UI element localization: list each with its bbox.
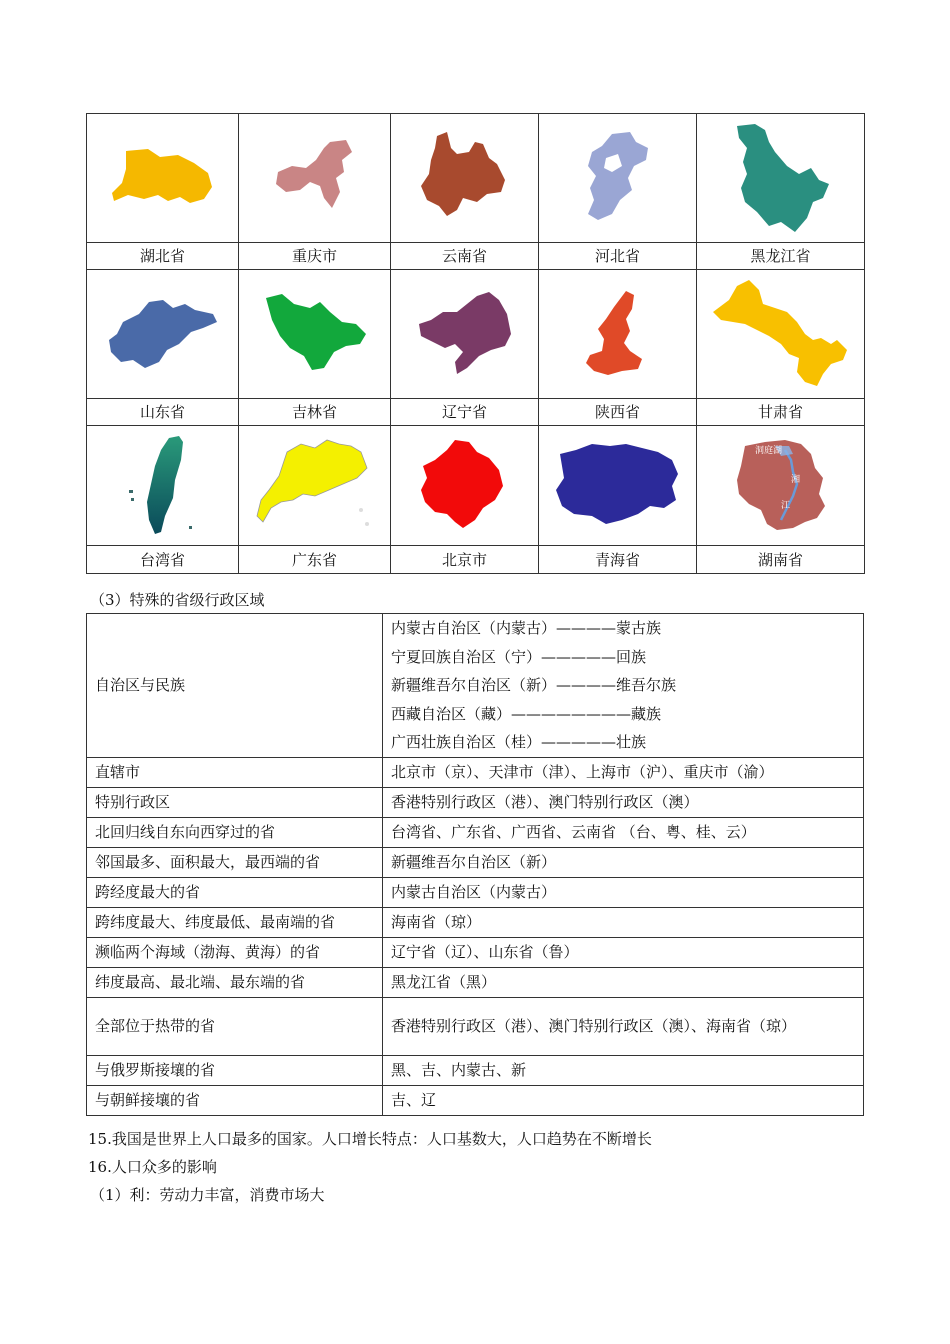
row-label: 自治区与民族 [87,614,383,758]
map-cell-guangdong [239,426,391,546]
row-label: 跨纬度最大、纬度最低、最南端的省 [87,907,383,937]
paragraph-16: 16.人口众多的影响 [88,1158,217,1176]
paragraph-15: 15.我国是世界上人口最多的国家。人口增长特点：人口基数大，人口趋势在不断增长 [88,1130,652,1148]
row-value: 内蒙古自治区（内蒙古） [383,877,864,907]
taiwan-map-icon [125,434,201,538]
province-map-grid [86,113,865,574]
map-cell-shandong [87,270,239,399]
province-shape [419,292,511,374]
province-shape [109,300,217,368]
province-name: 重庆市 [239,242,391,270]
yunnan-map-icon [417,130,513,226]
autonomous-region-line: 广西壮族自治区（桂）—————壮族 [391,733,647,752]
table-row [87,817,864,847]
province-shape [737,124,829,232]
river-label: 湘 [790,473,800,484]
table-row [87,757,864,787]
row-label: 濒临两个海域（渤海、黄海）的省 [87,937,383,967]
jilin-map-icon [260,292,370,376]
province-name: 广东省 [239,546,391,574]
row-label: 纬度最高、最北端、最东端的省 [87,967,383,997]
row-value: 香港特别行政区（港）、澳门特别行政区（澳）、海南省（琼） [383,997,864,1055]
row-label: 与朝鲜接壤的省 [87,1085,383,1115]
hubei-map-icon [108,143,218,213]
row-value: 辽宁省（辽）、山东省（鲁） [383,937,864,967]
table-row [87,877,864,907]
row-value: 黑、吉、内蒙古、新 [383,1055,864,1085]
shandong-map-icon [105,298,221,370]
autonomous-region-line: 内蒙古自治区（内蒙古）————蒙古族 [391,619,662,637]
row-value: 新疆维吾尔自治区（新） [383,847,864,877]
province-name: 云南省 [391,242,539,270]
province-name: 辽宁省 [391,398,539,426]
liaoning-map-icon [415,290,515,378]
map-cell-yunnan [391,114,539,243]
province-shape [588,132,648,220]
map-cell-beijing [391,426,539,546]
province-name: 陕西省 [539,398,697,426]
section-caption: （3）特殊的省级行政区域 [90,591,265,609]
province-shape [421,132,505,216]
row-label: 特别行政区 [87,787,383,817]
map-cell-qinghai [539,426,697,546]
table-row [87,847,864,877]
row-value: 北京市（京）、天津市（津）、上海市（沪）、重庆市（渝） [383,757,864,787]
row-label: 邻国最多、面积最大，最西端的省 [87,847,383,877]
province-shape [713,280,847,386]
table-row [87,967,864,997]
map-cell-jilin [239,270,391,399]
province-shape [257,440,367,522]
shaanxi-map-icon [580,289,656,379]
row-value: 香港特别行政区（港）、澳门特别行政区（澳） [383,787,864,817]
map-cell-liaoning [391,270,539,399]
river-label: 江 [780,499,790,510]
map-cell-chongqing [239,114,391,243]
special-regions-table [86,613,864,1116]
row-label: 直辖市 [87,757,383,787]
table-row [87,907,864,937]
province-shape [586,291,642,375]
province-name: 吉林省 [239,398,391,426]
map-cell-hunan [697,426,865,546]
province-shape [421,440,503,528]
province-shape [112,149,212,203]
beijing-map-icon [417,438,513,534]
taiwan-shape [147,436,183,534]
province-name: 北京市 [391,546,539,574]
autonomous-region-line: 西藏自治区（藏）————————藏族 [391,704,662,723]
province-shape [266,294,366,370]
province-name: 黑龙江省 [697,242,865,270]
province-name: 湖北省 [87,242,239,270]
row-value: 海南省（琼） [383,907,864,937]
table-row [87,1055,864,1085]
row-value: 黑龙江省（黑） [383,967,864,997]
table-row [87,787,864,817]
province-name: 山东省 [87,398,239,426]
map-cell-gansu [697,270,865,399]
province-shape [276,140,352,208]
map-cell-taiwan [87,426,239,546]
hebei-map-icon [582,130,654,226]
row-label: 跨经度最大的省 [87,877,383,907]
province-name: 河北省 [539,242,697,270]
heilongjiang-map-icon [729,122,833,234]
table-row [87,614,864,758]
table-row [87,1085,864,1115]
row-label: 全部位于热带的省 [87,997,383,1055]
map-cell-heilongjiang [697,114,865,243]
province-name: 甘肃省 [697,398,865,426]
lake-label: 洞庭湖 [754,444,782,455]
row-value: 台湾省、广东省、广西省、云南省 （台、粤、桂、云） [383,817,864,847]
table-row [87,937,864,967]
chongqing-map-icon [270,138,360,218]
autonomous-region-line: 宁夏回族自治区（宁）—————回族 [391,647,647,666]
guangdong-map-icon [253,438,377,534]
province-name: 湖南省 [697,546,865,574]
autonomous-region-line: 新疆维吾尔自治区（新）————维吾尔族 [391,676,677,695]
row-label: 北回归线自东向西穿过的省 [87,817,383,847]
map-cell-shaanxi [539,270,697,399]
row-label: 与俄罗斯接壤的省 [87,1055,383,1085]
hunan-map-icon [731,438,831,534]
qinghai-map-icon [554,442,682,530]
map-cell-hebei [539,114,697,243]
gansu-map-icon [709,278,853,390]
province-shape [556,444,678,524]
table-row [87,997,864,1055]
province-name: 台湾省 [87,546,239,574]
row-value: 吉、辽 [383,1085,864,1115]
province-name: 青海省 [539,546,697,574]
paragraph-16-1: （1）利：劳动力丰富，消费市场大 [90,1186,325,1204]
row-value [383,614,864,758]
map-cell-hubei [87,114,239,243]
